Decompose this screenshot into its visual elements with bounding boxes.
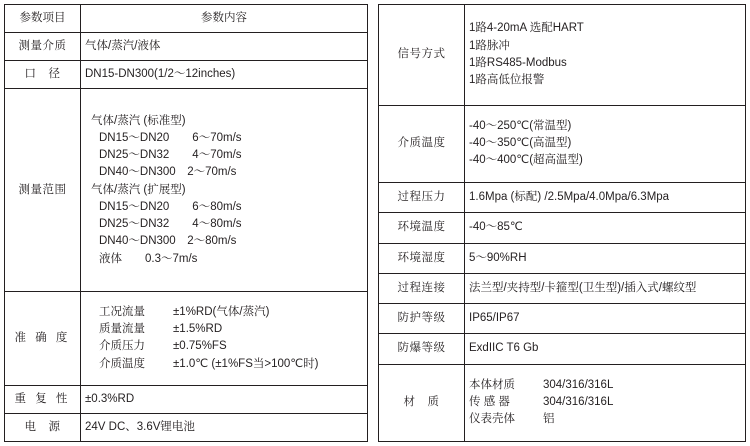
accuracy-item-mass-flow (85, 321, 363, 338)
accuracy-val-3: ±0.75%FS (173, 340, 227, 353)
table-row-signal (379, 5, 746, 106)
material-item-housing (469, 411, 741, 428)
table-row-process-connection (379, 273, 746, 303)
signal-line-2: 1路脉冲 (469, 39, 510, 52)
header-param-content: 参数内容 (81, 5, 368, 33)
row-label-signal: 信号方式 (379, 5, 465, 106)
row-value-diameter: DN15-DN300(1/2～12inches) (81, 61, 368, 89)
accuracy-key-2: 质量流量 (99, 323, 145, 336)
accuracy-key-4: 介质温度 (99, 357, 145, 370)
range-line-6: DN15～DN20 6～80m/s (99, 200, 242, 213)
range-line-4: DN40～DN300 2～70m/s (99, 166, 237, 179)
table-row-diameter (5, 61, 368, 89)
table-row-header (5, 5, 368, 33)
range-line-1: 气体/蒸汽 (标准型) (91, 114, 186, 127)
row-label-power: 电 源 (5, 413, 81, 441)
accuracy-item-working-flow (85, 304, 363, 321)
range-line-5: 气体/蒸汽 (扩展型) (91, 183, 186, 196)
range-line-9: 液体 0.3～7m/s (99, 252, 198, 265)
signal-line-3: 1路RS485-Modbus (469, 56, 567, 69)
table-row-power (5, 413, 368, 441)
range-line-3: DN25～DN32 4～70m/s (99, 149, 242, 162)
accuracy-val-1: ±1%RD(气体/蒸汽) (173, 305, 270, 318)
table-row-range (5, 89, 368, 292)
table-row-medium (5, 33, 368, 61)
accuracy-item-medium-pressure (85, 338, 363, 355)
row-value-accuracy (81, 292, 368, 386)
row-value-power: 24V DC、3.6V锂电池 (81, 413, 368, 441)
table-row-explosion (379, 334, 746, 364)
material-val-1: 304/316/316L (543, 378, 614, 391)
row-label-process-pressure: 过程压力 (379, 182, 465, 212)
range-line-8: DN40～DN300 2～80m/s (99, 235, 237, 248)
material-key-1: 本体材质 (469, 378, 515, 391)
row-value-process-connection: 法兰型/夹持型/卡箍型(卫生型)/插入式/螺纹型 (465, 273, 746, 303)
left-spec-table (4, 4, 368, 442)
table-row-accuracy (5, 292, 368, 386)
row-value-protection: IP65/IP67 (465, 304, 746, 334)
material-val-3: 铝 (543, 413, 555, 426)
accuracy-key-1: 工况流量 (99, 305, 145, 318)
row-label-ambient-humidity: 环境湿度 (379, 243, 465, 273)
row-label-range: 测量范围 (5, 89, 81, 292)
table-row-ambient-temp (379, 213, 746, 243)
header-param-item: 参数项目 (5, 5, 81, 33)
row-value-repeatability: ±0.3%RD (81, 385, 368, 413)
medium-temp-line-3: -40～400℃(超高温型) (469, 154, 583, 167)
table-row-material (379, 364, 746, 441)
row-label-diameter: 口 径 (5, 61, 81, 89)
right-spec-table (378, 4, 746, 442)
row-value-medium-temp (465, 105, 746, 182)
accuracy-item-medium-temp (85, 356, 363, 373)
material-val-2: 304/316/316L (543, 396, 614, 409)
medium-temp-line-1: -40～250℃(常温型) (469, 119, 572, 132)
row-value-range (81, 89, 368, 292)
left-panel (0, 0, 372, 446)
row-label-repeatability: 重 复 性 (5, 385, 81, 413)
material-item-sensor (469, 394, 741, 411)
range-line-2: DN15～DN20 6～70m/s (99, 131, 242, 144)
range-line-7: DN25～DN32 4～80m/s (99, 218, 242, 231)
material-item-body (469, 377, 741, 394)
row-label-process-connection: 过程连接 (379, 273, 465, 303)
accuracy-key-3: 介质压力 (99, 340, 145, 353)
table-row-repeatability (5, 385, 368, 413)
material-key-3: 仪表壳体 (469, 413, 515, 426)
row-label-medium: 测量介质 (5, 33, 81, 61)
row-label-explosion: 防爆等级 (379, 334, 465, 364)
row-value-signal (465, 5, 746, 106)
table-row-protection (379, 304, 746, 334)
signal-line-4: 1路高低位报警 (469, 74, 545, 87)
material-key-2: 传 感 器 (469, 396, 510, 409)
accuracy-val-4: ±1.0℃ (±1%FS当>100℃时) (173, 357, 319, 370)
row-label-medium-temp: 介质温度 (379, 105, 465, 182)
row-label-protection: 防护等级 (379, 304, 465, 334)
row-label-ambient-temp: 环境温度 (379, 213, 465, 243)
table-row-process-pressure (379, 182, 746, 212)
table-row-medium-temp (379, 105, 746, 182)
row-value-material (465, 364, 746, 441)
row-value-process-pressure: 1.6Mpa (标配) /2.5Mpa/4.0Mpa/6.3Mpa (465, 182, 746, 212)
row-value-ambient-temp: -40～85℃ (465, 213, 746, 243)
row-value-explosion: ExdIIC T6 Gb (465, 334, 746, 364)
medium-temp-line-2: -40～350℃(高温型) (469, 137, 572, 150)
row-value-ambient-humidity: 5～90%RH (465, 243, 746, 273)
row-label-accuracy: 准 确 度 (5, 292, 81, 386)
signal-line-1: 1路4-20mA 选配HART (469, 22, 584, 35)
table-row-ambient-humidity (379, 243, 746, 273)
accuracy-val-2: ±1.5%RD (173, 323, 223, 336)
right-panel (372, 0, 750, 446)
row-label-material: 材 质 (379, 364, 465, 441)
row-value-medium: 气体/蒸汽/液体 (81, 33, 368, 61)
